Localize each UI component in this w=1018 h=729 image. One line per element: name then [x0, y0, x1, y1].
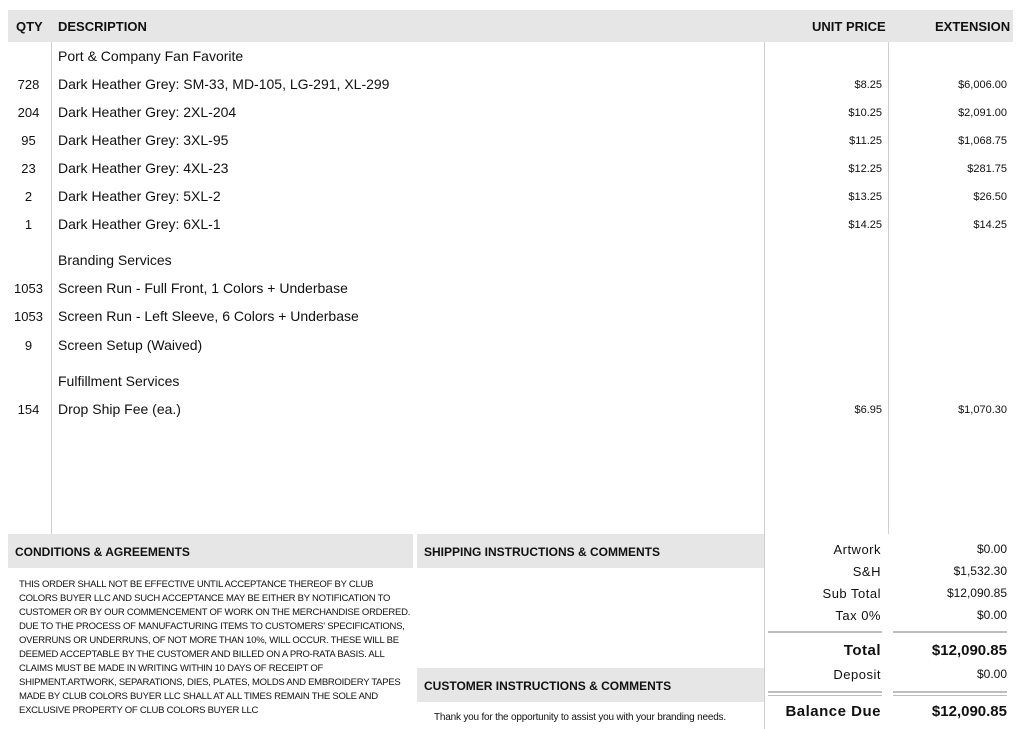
item-unit-price: $8.25	[854, 79, 882, 91]
item-description: Drop Ship Fee (ea.)	[58, 401, 181, 417]
table-row	[0, 132, 1018, 152]
table-row	[0, 280, 1018, 300]
conditions-title: CONDITIONS & AGREEMENTS	[15, 545, 190, 559]
total-label: Total	[843, 642, 881, 659]
balance-divider	[768, 695, 882, 696]
item-description: Dark Heather Grey: 4XL-23	[58, 160, 229, 176]
item-unit-price: $6.95	[854, 404, 882, 416]
customer-header	[417, 668, 764, 702]
item-description: Dark Heather Grey: 2XL-204	[58, 104, 237, 120]
deposit-label: Deposit	[833, 667, 881, 682]
item-extension: $1,070.30	[958, 404, 1007, 416]
item-qty: 1053	[14, 281, 43, 296]
item-description: Dark Heather Grey: 5XL-2	[58, 188, 221, 204]
total-divider	[893, 631, 1007, 633]
shipping-title: SHIPPING INSTRUCTIONS & COMMENTS	[424, 545, 661, 559]
extension-header: EXTENSION	[935, 19, 1011, 34]
tax-label: Tax 0%	[835, 608, 881, 623]
sh-label: S&H	[852, 564, 881, 579]
balance-divider	[893, 691, 1007, 693]
table-header	[8, 10, 1013, 42]
item-extension: $6,006.00	[958, 79, 1007, 91]
item-unit-price: $11.25	[849, 135, 882, 147]
item-qty: 9	[24, 338, 33, 353]
item-unit-price: $14.25	[848, 219, 882, 231]
item-description: Screen Setup (Waived)	[58, 337, 203, 353]
section-title: Branding Services	[58, 252, 172, 268]
table-row	[0, 216, 1018, 236]
item-extension: $14.25	[973, 219, 1007, 231]
shipping-header	[417, 534, 764, 568]
table-row	[0, 401, 1018, 421]
table-row	[0, 160, 1018, 180]
balance-divider	[768, 691, 882, 693]
section-title: Port & Company Fan Favorite	[58, 48, 244, 64]
item-qty: 2	[24, 189, 33, 204]
artwork-label: Artwork	[833, 542, 881, 557]
item-extension: $281.75	[967, 163, 1007, 175]
description-header: DESCRIPTION	[58, 19, 147, 34]
subtotal-value: $12,090.85	[946, 586, 1007, 600]
total-divider	[768, 631, 882, 633]
item-description: Dark Heather Grey: 6XL-1	[58, 216, 221, 232]
artwork-value: $0.00	[976, 542, 1007, 556]
unit-price-header: UNIT PRICE	[812, 19, 886, 34]
table-row	[0, 308, 1018, 328]
balance-due-value: $12,090.85	[931, 703, 1007, 720]
item-extension: $1,068.75	[958, 135, 1007, 147]
item-qty: 1	[24, 217, 33, 232]
section-title: Fulfillment Services	[58, 373, 180, 389]
balance-divider	[893, 695, 1007, 696]
item-description: Dark Heather Grey: 3XL-95	[58, 132, 229, 148]
conditions-text: THIS ORDER SHALL NOT BE EFFECTIVE UNTIL ACCEPTANCE THEREOF BY CLUB COLORS BUYER LLC AND SUCH ACCEPTANCE MAY BE EITHER BY NOTIFICATION TO CUSTOMER OR BY OUR COMMENCEMENT OF WORK ON THE MERCHANDISE ORDERED. DUE TO THE PROCESS OF MANUFACTURING ITEMS TO CUSTOMERS' SPECIFICATIONS, OVERRUNS OR UNDERRUNS, OF NOT MORE THAN 10%, WILL OCCUR. THESE WILL BE DEEMED ACCEPTABLE BY THE CUSTOMER AND BILLED ON A PRO-RATA BASIS. ALL CLAIMS MUST BE MADE IN WRITING WITHIN 10 DAYS OF RECEIPT OF SHIPMENT.ARTWORK, SEPARATIONS, DIES, PLATES, MOLDS AND EMBROIDERY TAPES MADE BY CLUB COLORS BUYER LLC SHALL AT ALL TIMES REMAIN THE SOLE AND EXCLUSIVE PROPERTY OF CLUB COLORS BUYER LLC	[19, 579, 411, 716]
customer-comments: Thank you for the opportunity to assist you with your branding needs.	[434, 712, 726, 723]
deposit-value: $0.00	[976, 667, 1007, 681]
item-qty: 154	[17, 402, 40, 417]
qty-header: QTY	[16, 19, 43, 34]
tax-value: $0.00	[976, 608, 1007, 622]
customer-title: CUSTOMER INSTRUCTIONS & COMMENTS	[424, 679, 672, 693]
item-qty: 1053	[14, 309, 43, 324]
item-extension: $2,091.00	[958, 107, 1007, 119]
table-row	[0, 337, 1018, 357]
item-unit-price: $12.25	[848, 163, 882, 175]
item-qty: 23	[21, 161, 36, 176]
item-extension: $26.50	[973, 191, 1007, 203]
table-row	[0, 188, 1018, 208]
item-unit-price: $10.25	[848, 107, 882, 119]
item-description: Dark Heather Grey: SM-33, MD-105, LG-291, XL-299	[58, 76, 390, 92]
item-description: Screen Run - Full Front, 1 Colors + Underbase	[58, 280, 348, 296]
item-qty: 95	[21, 133, 36, 148]
item-qty: 204	[17, 105, 40, 120]
table-row	[0, 104, 1018, 124]
subtotal-label: Sub Total	[822, 586, 881, 601]
total-value: $12,090.85	[931, 642, 1007, 659]
item-unit-price: $13.25	[848, 191, 882, 203]
item-qty: 728	[17, 77, 40, 92]
table-row	[0, 76, 1018, 96]
conditions-header	[8, 534, 413, 568]
balance-due-label: Balance Due	[785, 703, 881, 720]
item-description: Screen Run - Left Sleeve, 6 Colors + Underbase	[58, 308, 359, 324]
sh-value: $1,532.30	[953, 564, 1007, 578]
